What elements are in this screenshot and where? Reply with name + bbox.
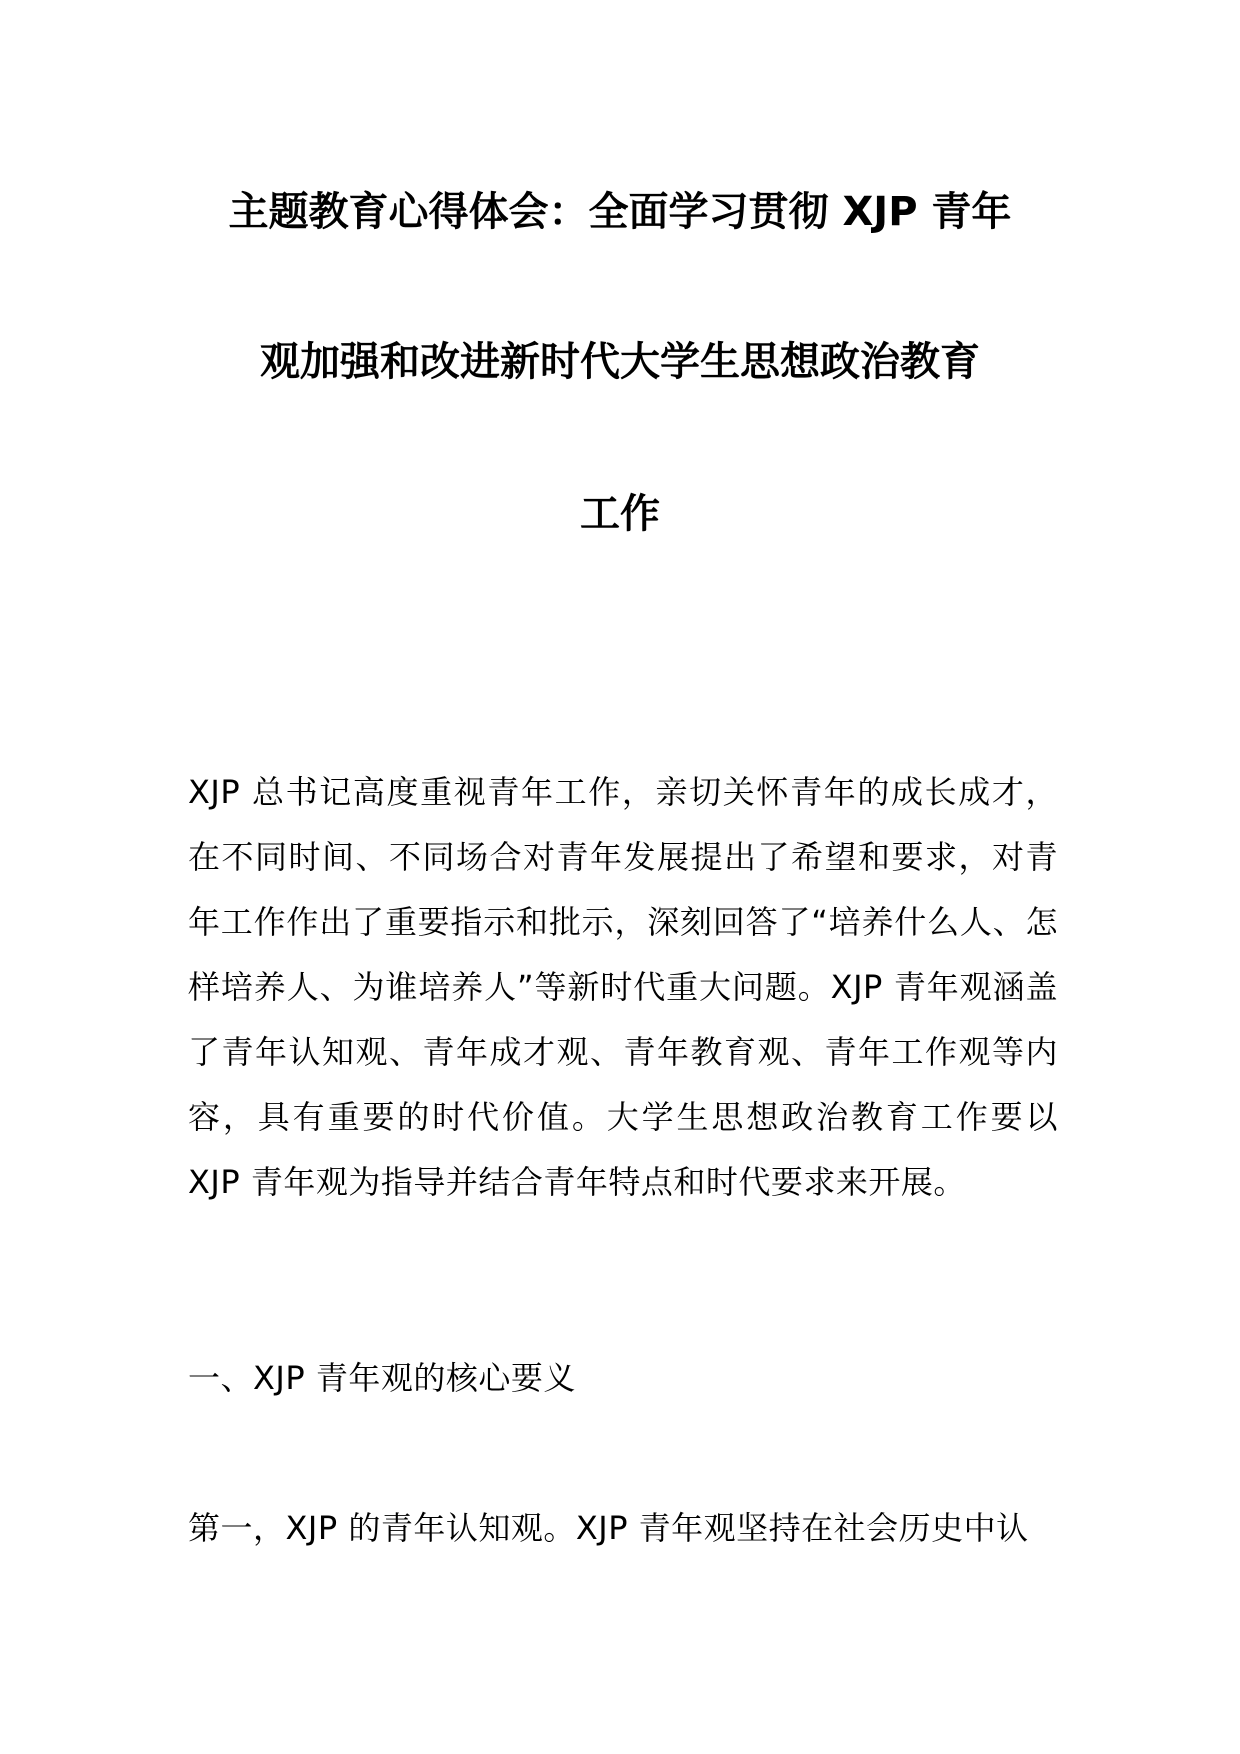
intro-paragraph: XJP 总书记高度重视青年工作，亲切关怀青年的成长成才，在不同时间、不同场合对青年发展提出了希望和要求，对青年工作作出了重要指示和批示，深刻回答了“培养什么人、怎样培养人、为谁培养人”等新时代重大问题。XJP 青年观涵盖了青年认知观、青年成才观、青年教育观、青年工作观等内容，具有重要的时代价值。大学生思想政治教育工作要以 XJP 青年观为指导并结合青年特点和时代要求来开展。 — [188, 773, 1058, 1201]
section-heading: 一、XJP 青年观的核心要义 — [188, 1359, 576, 1397]
first-point-paragraph: 第一，XJP 的青年认知观。XJP 青年观坚持在社会历史中认 — [188, 1509, 1029, 1547]
title-line-3: 工作 — [580, 491, 660, 537]
title-line-1: 主题教育心得体会：全面学习贯彻 XJP 青年 — [228, 189, 1012, 235]
title-line-2: 观加强和改进新时代大学生思想政治教育 — [260, 339, 980, 385]
